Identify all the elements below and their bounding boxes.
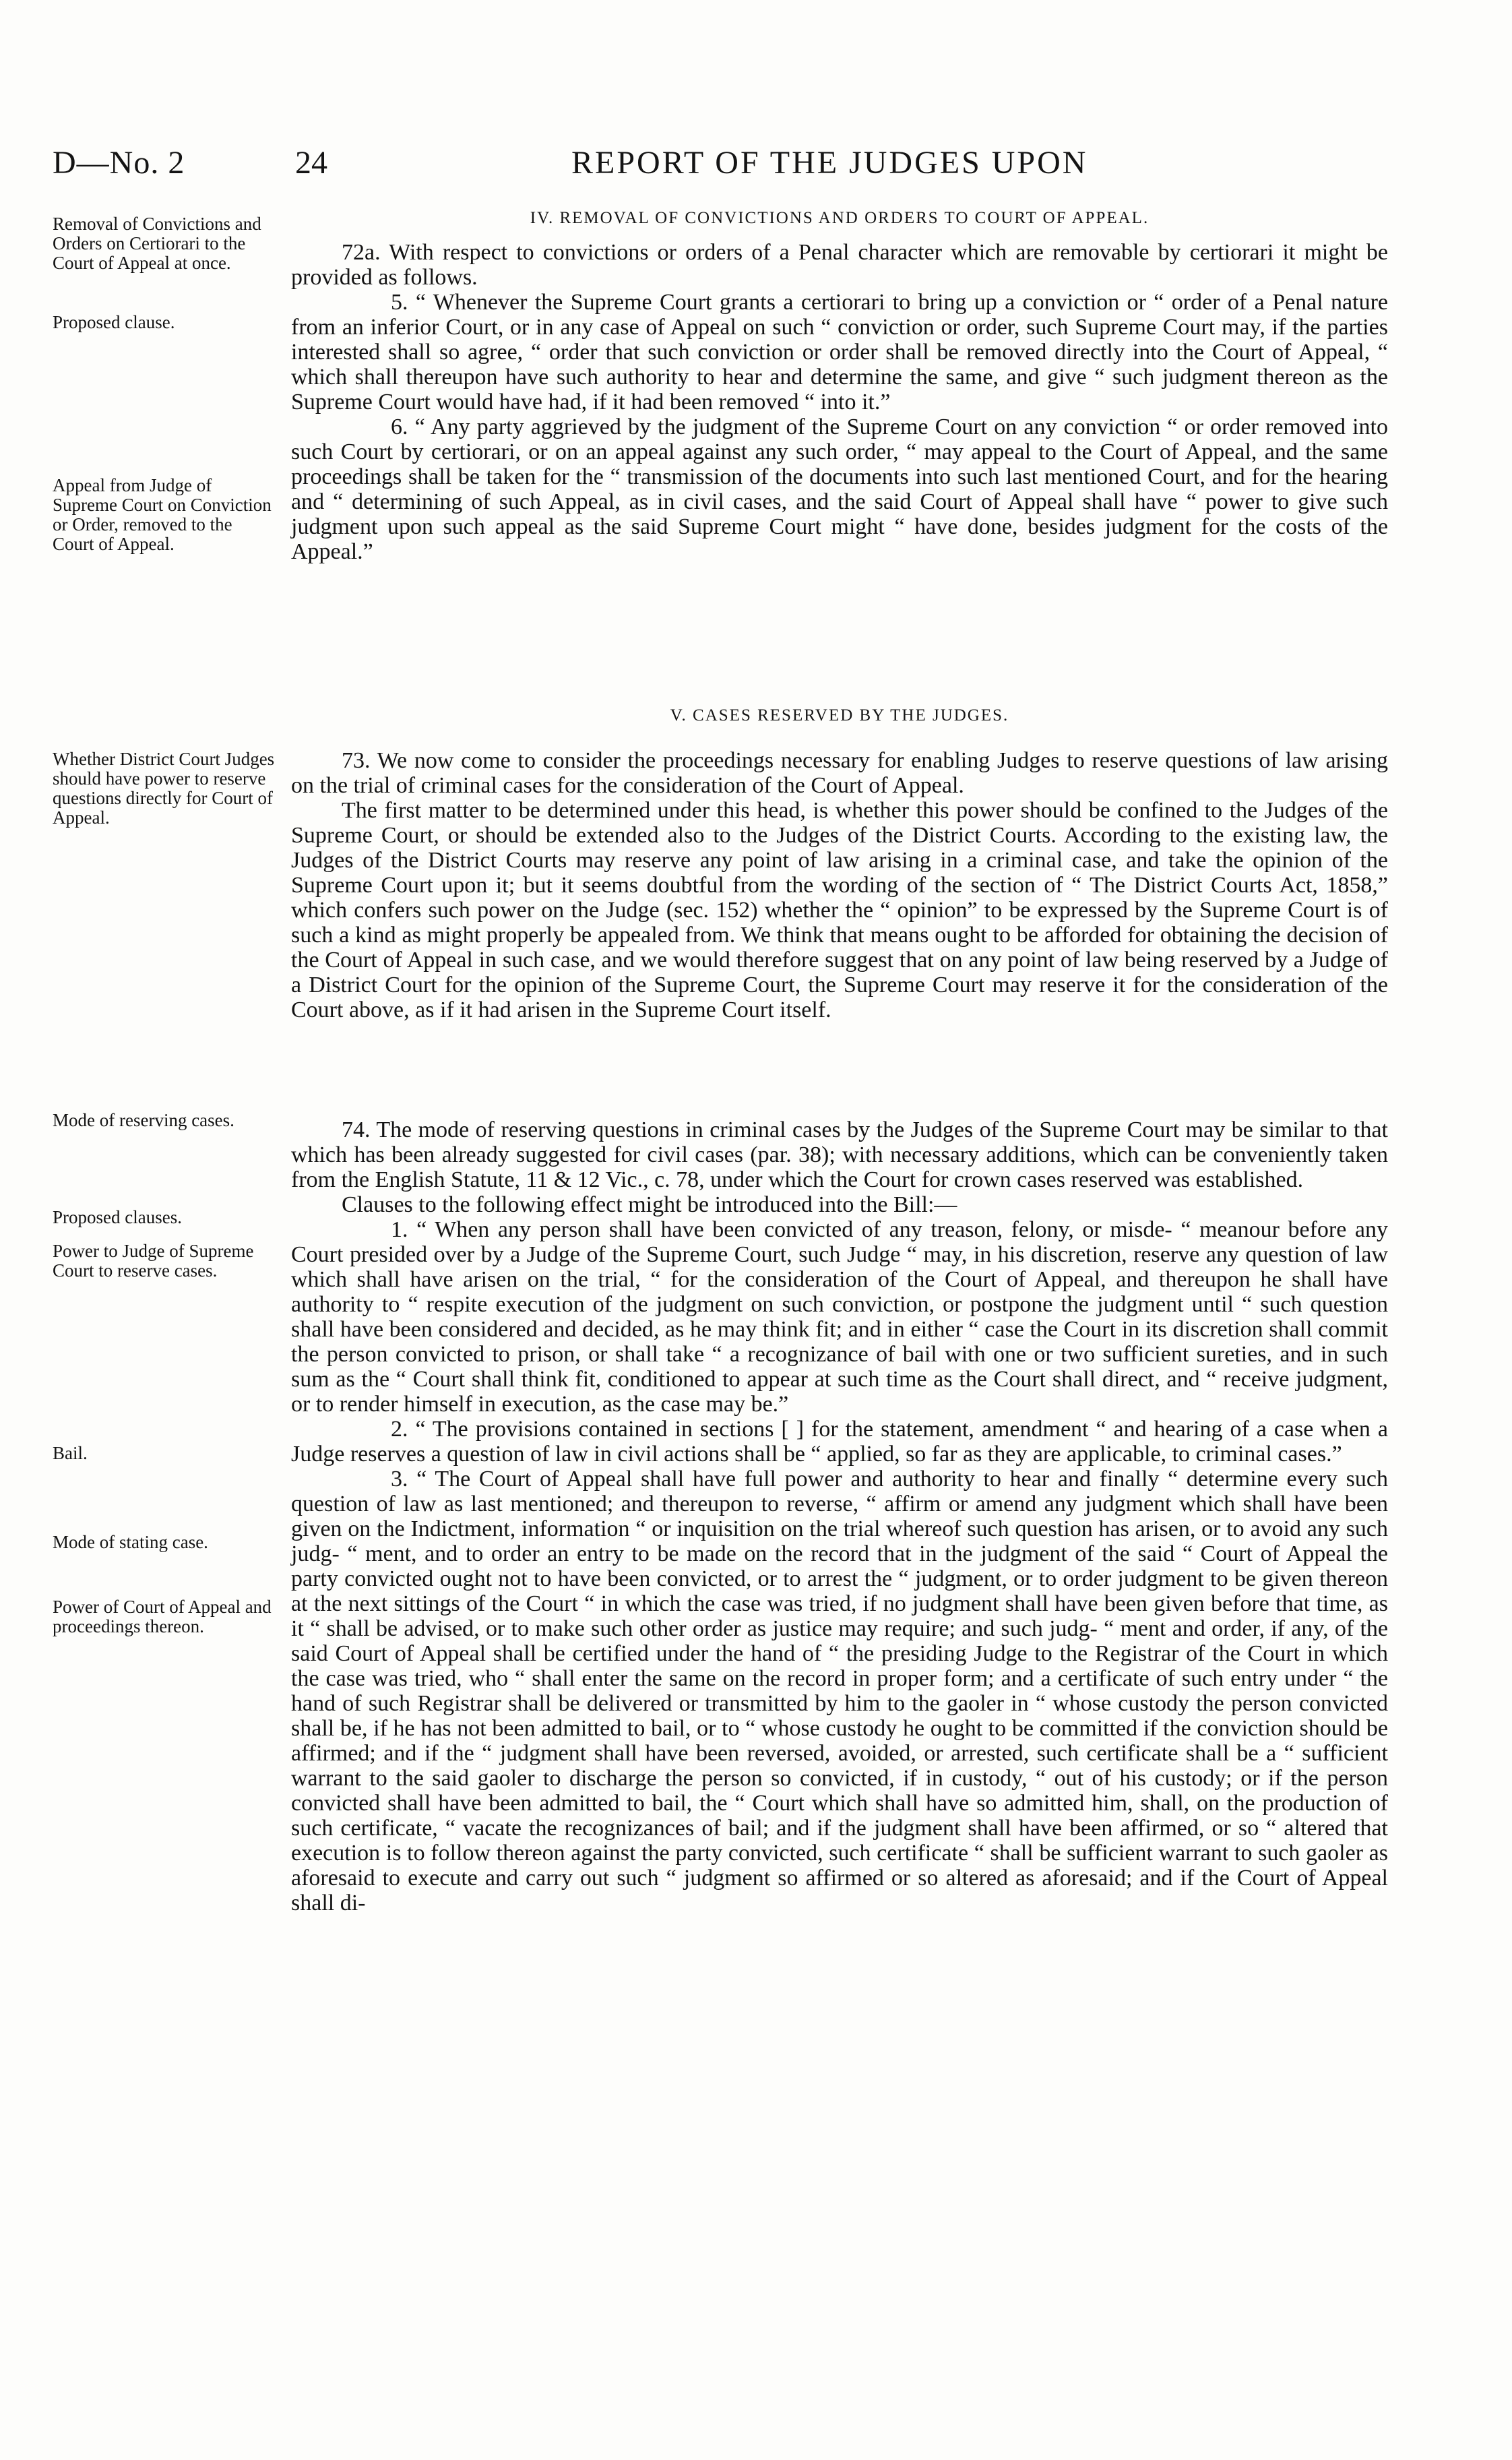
sidenote-appeal-from-judge: Appeal from Judge of Supreme Court on Conviction or Order, removed to the Court of Appeal. — [53, 475, 272, 554]
section-heading-v: V. CASES RESERVED BY THE JUDGES. — [670, 706, 1009, 725]
sidenote-district-court: Whether District Court Judges should have power to reserve questions directly for Court of Appeal. — [53, 749, 275, 828]
sidenote-removal: Removal of Convictions and Orders on Certiorari to the Court of Appeal at once. — [53, 214, 261, 273]
paragraph-clauses-intro: Clauses to the following effect might be introduced into the Bill:— — [342, 1192, 957, 1217]
section-iv-body — [291, 240, 1388, 564]
section-v-body-a — [291, 748, 1388, 1022]
sidenote-stating-case: Mode of stating case. — [53, 1532, 208, 1552]
page-header — [53, 144, 1400, 191]
paragraph-72a: 72a. With respect to convictions or orders of a Penal character which are removable by certiorari it might be provided as follows. — [291, 240, 1388, 290]
sidenote-proposed-clause: Proposed clause. — [53, 312, 175, 332]
sidenote-proposed-clauses: Proposed clauses. — [53, 1207, 182, 1227]
document-reference: D—No. 2 — [53, 145, 185, 181]
section-heading-iv: IV. REMOVAL OF CONVICTIONS AND ORDERS TO COURT OF APPEAL. — [530, 209, 1149, 227]
sidenote-bail: Bail. — [53, 1443, 88, 1463]
paragraph-first-matter: The first matter to be determined under this head, is whether this power should be confined to the Judges of the Supreme Court, or should be extended also to the Judges of the District Courts. According to the existing law, the Judges of the District Courts may reserve any point of law arising in a criminal case, and take the opinion of the Supreme Court upon it; but it seems doubtful from the wording of the section of “ The District Courts Act, 1858,” which confers such power on the Judge (sec. 152) whether the “ opinion” to be expressed by the Supreme Court is of such a kind as might properly be appealed from. We think that means ought to be afforded for obtaining the decision of the Court of Appeal in such case, and we would therefore suggest that on any point of law being reserved by a Judge of a District Court for the opinion of the Supreme Court, the Supreme Court may reserve it for the consideration of the Court above, as if it had arisen in the Supreme Court itself. — [291, 798, 1388, 1022]
clause-3: 3. “ The Court of Appeal shall have full power and authority to hear and finally “ determine every such question of law as last mentioned; and thereupon to reverse, “ affirm or amend any judgment which shall have been given on the Indictment, information “ or inquisition on the trial whereof such question has arisen, or to avoid any such judg- “ ment, and to order an entry to be made on the record that in the judgment of the said “ Court of Appeal the party convicted ought not to have been convicted, or to arrest the “ judgment, or to order judgment to be given thereon at the next sittings of the Court “ in which the case was tried, if no judgment shall have been given before that time, as it “ shall be advised, or to make such other order as justice may require; and such judg- “ ment and order, if any, of the said Court of Appeal shall be certified under the hand of “ the presiding Judge to the Registrar of the Court in which the case was tried, who “ shall enter the same on the record in proper form; and a certificate of such entry under “ the hand of such Registrar shall be delivered or transmitted by him to the gaoler in “ whose custody the person convicted shall be, if he has not been admitted to bail, or to “ whose custody he ought to be committed if the conviction should be affirmed; and if the “ judgment shall have been reversed, avoided, or arrested, such certificate shall be a “ sufficient warrant to the said gaoler to discharge the person so convicted, if in custody, “ out of his custody; or if the person convicted shall have been admitted to bail, the “ Court which shall have so admitted him, shall, on the production of such certificate, “ vacate the recognizances of bail; and if the judgment shall have been affirmed, or so “ altered that execution is to follow thereon against the party convicted, such certificate “ shall be sufficient warrant to such gaoler as aforesaid to execute and carry out such “ judgment so affirmed or so altered as aforesaid; and if the Court of Appeal shall di- — [291, 1467, 1388, 1915]
paragraph-74: 74. The mode of reserving questions in criminal cases by the Judges of the Supreme Court may be similar to that which has been already suggested for civil cases (par. 38); with necessary additions, which can be conveniently taken from the English Statute, 11 & 12 Vic., c. 78, under which the Court for crown cases reserved was established. — [291, 1117, 1388, 1192]
clause-5: 5. “ Whenever the Supreme Court grants a certiorari to bring up a conviction or “ order of a Penal nature from an inferior Court, or in any case of Appeal on such “ conviction or order, such Supreme Court may, if the parties interested shall so agree, “ order that such conviction or order shall be removed directly into the Court of Appeal, “ which shall thereupon have such authority to hear and determine the same, and give “ such judgment thereon as the Supreme Court would have had, if it had been removed “ into it.” — [291, 290, 1388, 414]
sidenote-power-reserve: Power to Judge of Supreme Court to reserve cases. — [53, 1241, 254, 1281]
clause-1: 1. “ When any person shall have been convicted of any treason, felony, or misde- “ meanour before any Court presided over by a Judge of the Supreme Court, such Judge “ may, in his discretion, reserve any question of law which shall have arisen on the trial, “ for the consideration of the Court of Appeal, and thereupon he shall have authority to “ respite execution of the judgment on such conviction, or postpone the judgment until “ such question shall have been considered and decided, as he may think fit; and in either “ case the Court in its discretion shall commit the person convicted to prison, or shall take “ a recognizance of bail with one or two sufficient sureties, and in such sum as the “ Court shall think fit, conditioned to appear at such time as the Court shall direct, and “ receive judgment, or to render himself in execution, as the case may be.” — [291, 1217, 1388, 1417]
clause-2: 2. “ The provisions contained in sections [ ] for the statement, amendment “ and hearing of a case when a Judge reserves a question of law in civil actions shall be “ applied, so far as they are applicable, to criminal cases.” — [291, 1417, 1388, 1467]
paragraph-73: 73. We now come to consider the proceedings necessary for enabling Judges to reserve questions of law arising on the trial of criminal cases for the consideration of the Court of Appeal. — [291, 748, 1388, 798]
sidenote-mode-reserving: Mode of reserving cases. — [53, 1110, 234, 1130]
sidenote-power-court-appeal: Power of Court of Appeal and proceedings thereon. — [53, 1597, 272, 1636]
section-v-body-b — [291, 1117, 1388, 1915]
clause-6: 6. “ Any party aggrieved by the judgment of the Supreme Court on any conviction “ or order removed into such Court by certiorari, or on an appeal against any such order, “ may appeal to the Court of Appeal, and the same proceedings shall be taken for the “ transmission of the documents into such last mentioned Court, and for the hearing and “ determining of such Appeal, as in civil cases, and the said Court of Appeal shall have “ power to give such judgment upon such appeal as the said Supreme Court might “ have done, besides judgment for the costs of the Appeal.” — [291, 414, 1388, 564]
page-number: 24 — [295, 145, 327, 181]
running-title: REPORT OF THE JUDGES UPON — [571, 145, 1088, 181]
